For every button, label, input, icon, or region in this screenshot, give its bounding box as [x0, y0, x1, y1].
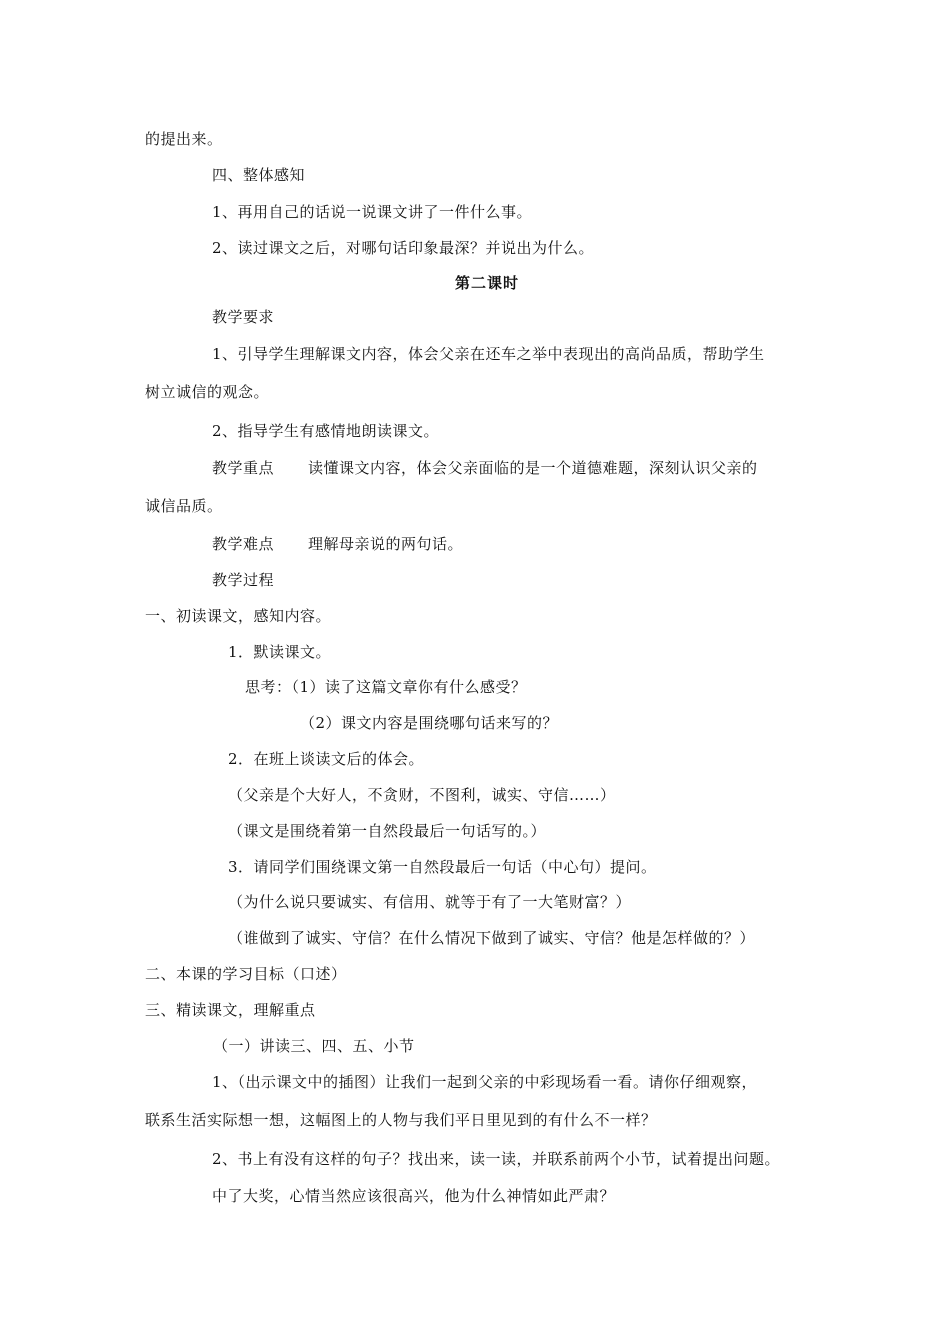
- text-line: 联系生活实际想一想，这幅图上的人物与我们平日里见到的有什么不一样？: [145, 1111, 657, 1129]
- text-line: （2）课文内容是围绕哪句话来写的？: [300, 714, 559, 732]
- section-heading: 教学要求: [212, 308, 275, 326]
- text-line: 2、书上有没有这样的句子？找出来，读一读，并联系前两个小节，试着提出问题。: [212, 1150, 781, 1168]
- text-line: 1．默读课文。: [228, 643, 332, 661]
- teaching-difficulty-label: 教学难点: [212, 535, 275, 553]
- text-line: 树立诚信的观念。: [145, 383, 270, 401]
- text-line: 1、引导学生理解课文内容，体会父亲在还车之举中表现出的高尚品质，帮助学生: [212, 345, 765, 363]
- text-line: 思考：（1）读了这篇文章你有什么感受？: [245, 678, 527, 696]
- text-line: （为什么说只要诚实、有信用、就等于有了一大笔财富？）: [228, 893, 632, 911]
- teaching-focus-label: 教学重点: [212, 459, 275, 477]
- text-line: （谁做到了诚实、守信？在什么情况下做到了诚实、守信？他是怎样做的？）: [228, 929, 756, 947]
- text-line: （父亲是个大好人，不贪财，不图利，诚实、守信……）: [228, 786, 616, 804]
- teaching-focus-text: 读懂课文内容，体会父亲面临的是一个道德难题，深刻认识父亲的: [308, 459, 758, 477]
- section-heading: 四、整体感知: [212, 166, 306, 184]
- section-heading: 三、精读课文，理解重点: [145, 1001, 316, 1019]
- section-heading: 二、本课的学习目标（口述）: [145, 965, 347, 983]
- text-line: 2、读过课文之后，对哪句话印象最深？并说出为什么。: [212, 239, 595, 257]
- text-line: 诚信品质。: [145, 497, 223, 515]
- section-heading: 一、初读课文，感知内容。: [145, 607, 332, 625]
- text-line: 2．在班上谈读文后的体会。: [228, 750, 425, 768]
- subsection-heading: （一）讲读三、四、五、小节: [213, 1037, 415, 1055]
- teaching-difficulty-text: 理解母亲说的两句话。: [308, 535, 464, 553]
- teaching-difficulty-line: [212, 534, 463, 554]
- text-line: （课文是围绕着第一自然段最后一句话写的。）: [228, 822, 547, 840]
- text-line: 中了大奖，心情当然应该很高兴，他为什么神情如此严肃？: [212, 1187, 616, 1205]
- text-line: 1、（出示课文中的插图）让我们一起到父亲的中彩现场看一看。请你仔细观察，: [212, 1073, 758, 1091]
- text-line: 3．请同学们围绕课文第一自然段最后一句话（中心句）提问。: [228, 858, 657, 876]
- text-line: 的提出来。: [145, 130, 223, 148]
- section-heading: 教学过程: [212, 571, 275, 589]
- text-line: 1、再用自己的话说一说课文讲了一件什么事。: [212, 203, 533, 221]
- text-line: 2、指导学生有感情地朗读课文。: [212, 422, 440, 440]
- teaching-focus-line: [212, 458, 758, 478]
- lesson-title: 第二课时: [455, 274, 520, 292]
